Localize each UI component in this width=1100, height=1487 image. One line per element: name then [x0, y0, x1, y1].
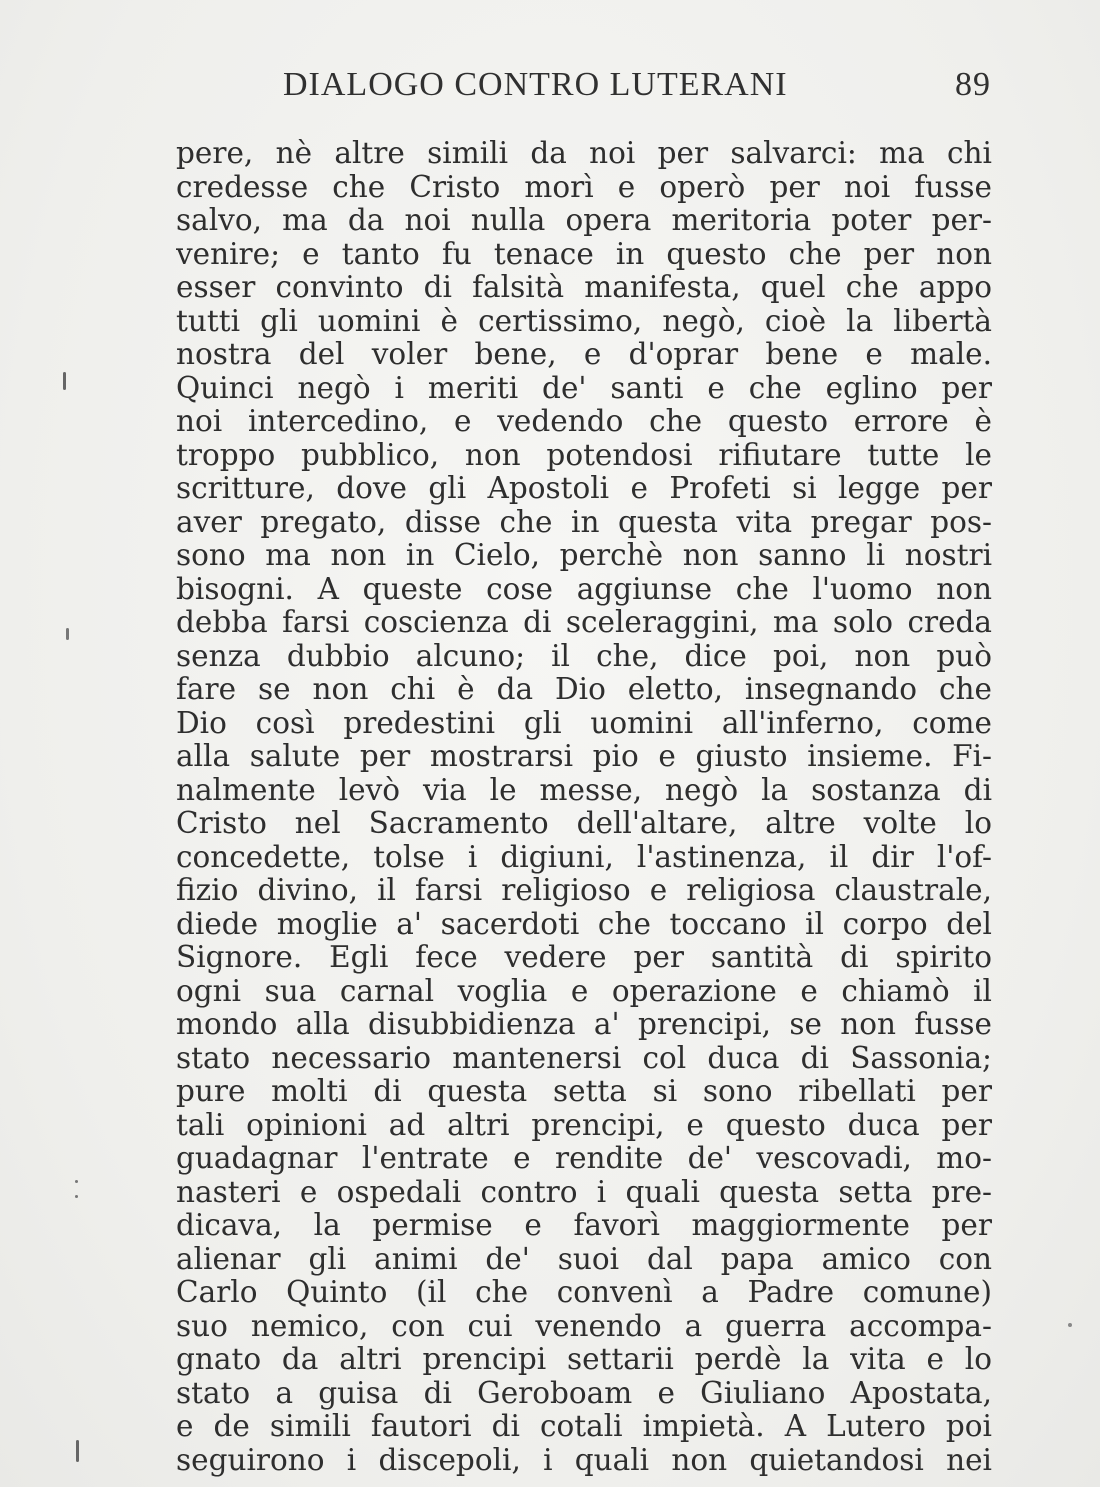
text-line: seguirono i discepoli, i quali non quietandosi nei	[176, 1443, 992, 1477]
scan-speck	[63, 372, 66, 390]
text-line: e de simili fautori di cotali impietà. A Lutero poi	[176, 1410, 992, 1443]
text-line: guadagnar l'entrate e rendite de' vescovadi, mo-	[176, 1142, 992, 1175]
text-line: esser convinto di falsità manifesta, quel che appo	[176, 271, 992, 304]
text-line: suo nemico, con cui venendo a guerra accompa-	[176, 1309, 992, 1343]
text-line: Cristo nel Sacramento dell'altare, altre volte lo	[176, 807, 992, 840]
running-title: DIALOGO CONTRO LUTERANI	[283, 66, 788, 103]
text-line: pere, nè altre simili da noi per salvarci: ma chi	[176, 137, 992, 170]
text-line: Quinci negò i meriti de' santi e che eglino per	[176, 371, 992, 405]
scan-speck	[75, 1180, 78, 1183]
text-line: alla salute per mostrarsi pio e giusto insieme. Fi-	[176, 740, 992, 773]
text-line: pure molti di questa setta si sono ribellati per	[176, 1075, 992, 1108]
text-line: troppo pubblico, non potendosi rifiutare tutte le	[176, 438, 992, 472]
body-text	[176, 137, 992, 1477]
page-number: 89	[955, 66, 991, 103]
text-line: tali opinioni ad altri prencipi, e questo duca per	[176, 1108, 992, 1142]
text-line: fizio divino, il farsi religioso e religiosa claustrale,	[176, 874, 992, 907]
text-line: nalmente levò via le messe, negò la sostanza di	[176, 773, 992, 807]
text-line: salvo, ma da noi nulla opera meritoria poter per-	[176, 204, 992, 237]
text-line: sono ma non in Cielo, perchè non sanno li nostri	[176, 539, 992, 572]
scan-speck	[76, 1440, 79, 1462]
text-line: stato a guisa di Geroboam e Giuliano Apostata,	[176, 1376, 992, 1410]
scan-speck	[1068, 1323, 1072, 1327]
text-line: mondo alla disubbidienza a' prencipi, se non fusse	[176, 1008, 992, 1041]
text-line: gnato da altri prencipi settarii perdè la vita e lo	[176, 1343, 992, 1376]
text-line: Carlo Quinto (il che convenì a Padre comune)	[176, 1276, 992, 1309]
running-head	[283, 66, 991, 110]
text-line: debba farsi coscienza di sceleraggini, ma solo creda	[176, 606, 992, 639]
text-line: senza dubbio alcuno; il che, dice poi, non può	[176, 639, 992, 673]
text-line: nasteri e ospedali contro i quali questa setta pre-	[176, 1175, 992, 1209]
scan-speck	[66, 628, 69, 640]
text-line: fare se non chi è da Dio eletto, insegnando che	[176, 673, 992, 706]
text-line: nostra del voler bene, e d'oprar bene e male.	[176, 338, 992, 371]
text-line: diede moglie a' sacerdoti che toccano il corpo del	[176, 907, 992, 941]
text-line: alienar gli animi de' suoi dal papa amico con	[176, 1242, 992, 1276]
text-line: dicava, la permise e favorì maggiormente per	[176, 1209, 992, 1242]
text-line: stato necessario mantenersi col duca di Sassonia;	[176, 1041, 992, 1075]
text-line: bisogni. A queste cose aggiunse che l'uomo non	[176, 572, 992, 606]
text-line: ogni sua carnal voglia e operazione e chiamò il	[176, 974, 992, 1008]
text-line: scritture, dove gli Apostoli e Profeti si legge per	[176, 472, 992, 505]
text-line: credesse che Cristo morì e operò per noi fusse	[176, 170, 992, 204]
text-line: concedette, tolse i digiuni, l'astinenza, il dir l'of-	[176, 840, 992, 874]
scan-speck	[75, 1195, 78, 1198]
text-line: Dio così predestini gli uomini all'inferno, come	[176, 706, 992, 740]
text-line: Signore. Egli fece vedere per santità di spirito	[176, 941, 992, 974]
text-line: aver pregato, disse che in questa vita pregar pos-	[176, 505, 992, 539]
text-line: noi intercedino, e vedendo che questo errore è	[176, 405, 992, 438]
text-line: venire; e tanto fu tenace in questo che per non	[176, 237, 992, 271]
text-line: tutti gli uomini è certissimo, negò, cioè la libertà	[176, 304, 992, 338]
